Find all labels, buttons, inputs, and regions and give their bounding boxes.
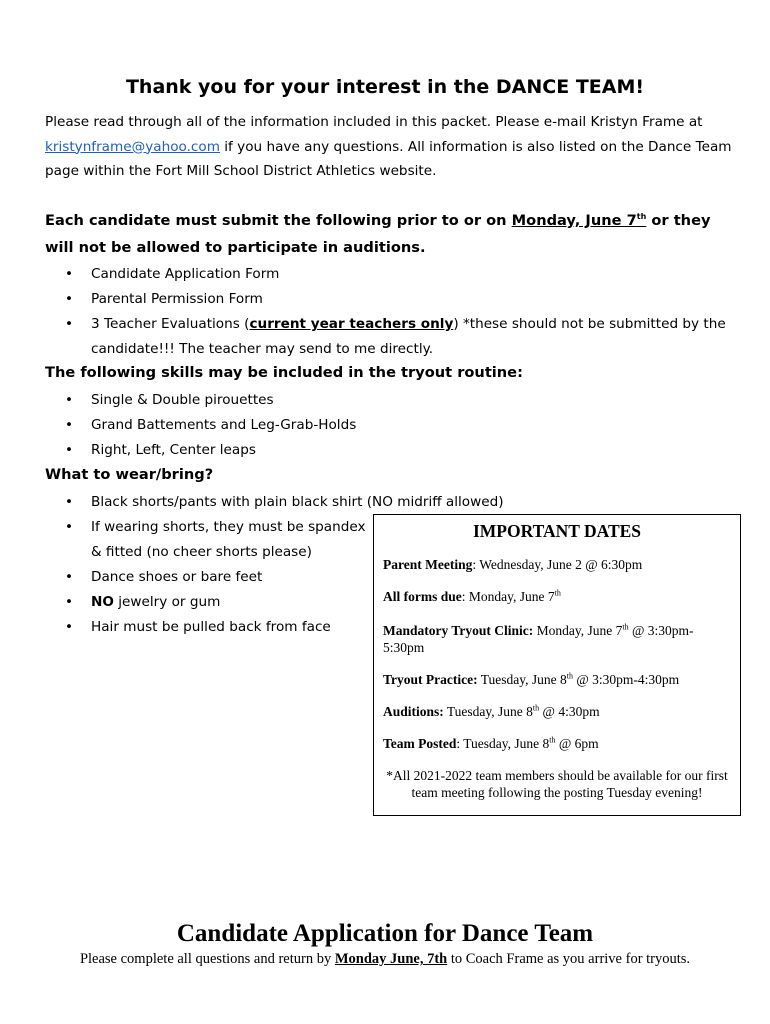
date-value: : Tuesday, June 8 xyxy=(456,736,550,751)
application-title: Candidate Application for Dance Team xyxy=(176,920,594,947)
date-label: Parent Meeting xyxy=(383,557,473,572)
page-title: Thank you for your interest in the DANCE TEAM! xyxy=(125,76,645,98)
submit-deadline-sup: th xyxy=(636,212,647,222)
list-item-text: Right, Left, Center leaps xyxy=(91,442,256,458)
application-instructions-post: to Coach Frame as you arrive for tryouts. xyxy=(447,951,691,967)
teacher-eval-pre: 3 Teacher Evaluations ( xyxy=(91,316,250,332)
date-value: Monday, June 7 xyxy=(533,623,623,638)
date-value-tail: @ 3:30pm-4:30pm xyxy=(572,672,680,687)
date-label: Team Posted xyxy=(383,736,457,751)
application-instructions xyxy=(0,951,770,968)
intro-paragraph xyxy=(45,110,735,184)
date-value: : Wednesday, June 2 @ 6:30pm xyxy=(472,557,643,572)
list-item: • Dance shoes or bare feet xyxy=(65,569,263,585)
date-label: All forms due xyxy=(383,589,462,604)
list-item-text: Black shorts/pants with plain black shirt (NO midriff allowed) xyxy=(91,494,504,510)
skills-heading: The following skills may be included in the tryout routine: xyxy=(45,364,523,381)
date-value: : Monday, June 7 xyxy=(461,589,555,604)
date-sup: th xyxy=(622,622,629,632)
list-item: • NO jewelry or gum xyxy=(65,594,221,610)
submit-heading-post: or they will not be allowed to participate in auditions. xyxy=(45,212,711,256)
list-item: • Single & Double pirouettes xyxy=(65,392,274,408)
date-value-tail: @ 3:30pm-5:30pm xyxy=(383,623,694,655)
list-item: • Candidate Application Form xyxy=(65,266,280,282)
list-item-text: Hair must be pulled back from face xyxy=(91,619,331,635)
date-team-posted xyxy=(383,735,731,752)
list-item: • If wearing shorts, they must be spandex & fitted (no cheer shorts please) xyxy=(65,519,366,560)
date-forms-due xyxy=(383,588,731,605)
list-item: • Black shorts/pants with plain black shirt (NO midriff allowed) xyxy=(65,494,504,510)
date-label: Tryout Practice: xyxy=(383,672,478,687)
teacher-eval-post: ) *these should not be submitted by the candidate!!! The teacher may send to me directly. xyxy=(91,316,726,357)
submit-list xyxy=(45,262,735,362)
submit-deadline-date: Monday, June 7 xyxy=(511,212,637,229)
date-sup: th xyxy=(549,735,556,745)
date-label: Auditions: xyxy=(383,704,444,719)
list-item: • Grand Battements and Leg-Grab-Holds xyxy=(65,417,357,433)
submit-heading xyxy=(45,207,735,261)
date-auditions xyxy=(383,703,731,720)
application-deadline: Monday June, 7th xyxy=(334,951,448,967)
submit-heading-pre: Each candidate must submit the following prior to or on xyxy=(45,212,512,229)
date-value: Tuesday, June 8 xyxy=(443,704,533,719)
list-item: • Right, Left, Center leaps xyxy=(65,442,256,458)
list-item-text: Single & Double pirouettes xyxy=(91,392,274,408)
submit-deadline xyxy=(512,212,647,229)
list-item-bold: NO xyxy=(91,594,114,610)
important-dates-title: IMPORTANT DATES xyxy=(472,521,642,541)
date-value: Tuesday, June 8 xyxy=(477,672,567,687)
list-item-text-cont: & fitted (no cheer shorts please) xyxy=(91,544,312,560)
date-value-tail: @ 4:30pm xyxy=(539,704,600,719)
date-tryout-practice xyxy=(383,671,731,688)
date-sup: th xyxy=(554,588,561,598)
intro-text: Please read through all of the information included in this packet. Please e-mail Kristyn Frame at xyxy=(45,114,703,130)
list-item-text: If wearing shorts, they must be spandex xyxy=(91,519,366,535)
list-item-text: Parental Permission Form xyxy=(91,291,263,307)
list-item-text: Dance shoes or bare feet xyxy=(91,569,263,585)
date-value-tail: @ 6pm xyxy=(555,736,599,751)
skills-list xyxy=(45,388,735,463)
important-dates-box xyxy=(373,514,741,816)
list-item: • 3 Teacher Evaluations (current year teachers only) *these should not be submitted by the candidate!!! The teacher may send to me directly. xyxy=(65,316,726,357)
list-item-text: jewelry or gum xyxy=(113,594,221,610)
teacher-eval-emphasis: current year teachers only xyxy=(249,316,454,332)
list-item-text: Candidate Application Form xyxy=(91,266,280,282)
email-link[interactable]: kristynframe@yahoo.com xyxy=(45,138,220,155)
list-item-text: Grand Battements and Leg-Grab-Holds xyxy=(91,417,357,433)
dates-note: *All 2021-2022 team members should be available for our first team meeting following the posting Tuesday evening! xyxy=(386,768,728,800)
intro-text-after: if you have any questions. All information is also listed on the Dance Team page within the Fort Mill School District Athletics website. xyxy=(45,138,732,179)
wear-heading: What to wear/bring? xyxy=(45,466,214,483)
date-tryout-clinic xyxy=(383,622,731,656)
date-parent-meeting xyxy=(383,556,731,573)
application-instructions-pre: Please complete all questions and return by xyxy=(79,951,335,967)
date-sup: th xyxy=(566,671,573,681)
date-label: Mandatory Tryout Clinic: xyxy=(383,623,534,638)
list-item: • Parental Permission Form xyxy=(65,291,263,307)
date-sup: th xyxy=(532,703,540,713)
list-item: • Hair must be pulled back from face xyxy=(65,619,331,635)
